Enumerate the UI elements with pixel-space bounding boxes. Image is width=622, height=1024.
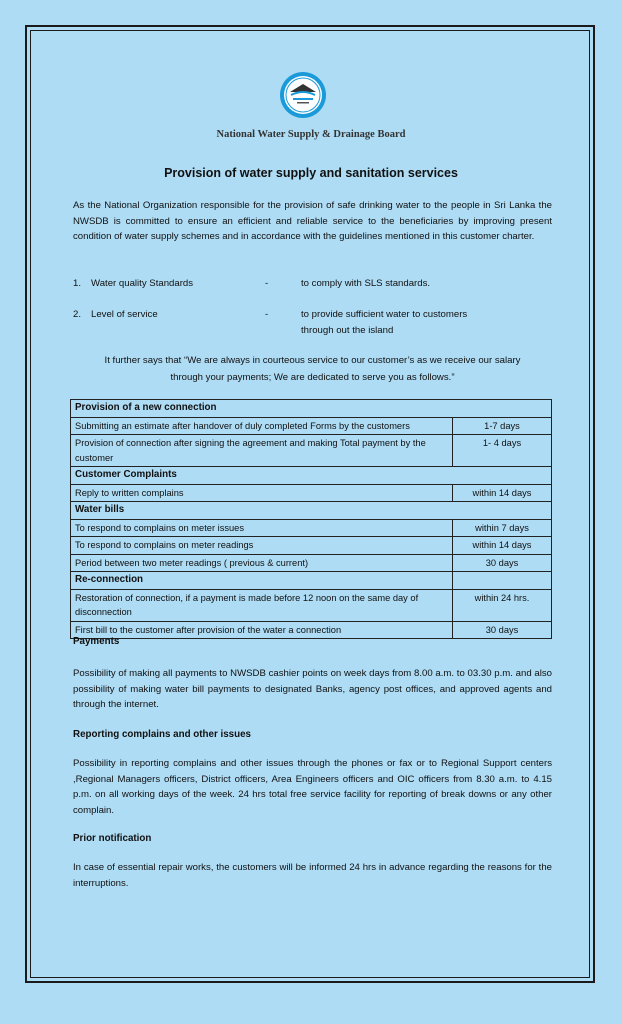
service-time: 1- 4 days xyxy=(453,435,552,467)
intro-paragraph: As the National Organization responsible for the provision of safe drinking water to the people in Sri Lanka the NWSDB is committed to ensure an efficient and reliable service to the beneficiaries by improving present condition of water supply schemes and in accordance with the guidelines mentioned in this customer charter. xyxy=(73,200,552,242)
service-standards-table xyxy=(70,399,552,639)
standard-number: 1. xyxy=(73,278,82,289)
table-row xyxy=(71,621,552,639)
nwsdb-logo-icon xyxy=(278,70,328,120)
standard-desc: to comply with SLS standards. xyxy=(301,278,431,289)
commitment-quote xyxy=(73,352,552,386)
table-row xyxy=(71,519,552,537)
standard-label: Level of service xyxy=(91,309,158,320)
table-row xyxy=(71,400,552,418)
quote-line-2: through your payments; We are dedicated to serve you as follows.” xyxy=(170,372,455,383)
service-description: Period between two meter readings ( previous & current) xyxy=(71,554,453,572)
table-row xyxy=(71,572,552,590)
section-header-water-bills: Water bills xyxy=(71,502,552,520)
organization-name: National Water Supply & Drainage Board xyxy=(216,129,406,140)
service-time: within 14 days xyxy=(453,484,552,502)
service-description: To respond to complains on meter readings xyxy=(71,537,453,555)
service-description: First bill to the customer after provision of the water a connection xyxy=(71,621,453,639)
section-header-complaints: Customer Complaints xyxy=(71,467,552,485)
table-row xyxy=(71,502,552,520)
prior-notification-heading: Prior notification xyxy=(73,833,152,844)
table-row xyxy=(71,554,552,572)
section-header-new-connection: Provision of a new connection xyxy=(71,400,552,418)
table-row xyxy=(71,435,552,467)
service-time: within 7 days xyxy=(453,519,552,537)
standard-number: 2. xyxy=(73,309,82,320)
payments-heading: Payments xyxy=(73,636,120,647)
standard-dash: - xyxy=(265,278,269,289)
section-header-reconnection: Re-connection xyxy=(71,572,453,590)
page-title: Provision of water supply and sanitation services xyxy=(164,166,458,180)
service-description: Submitting an estimate after handover of duly completed Forms by the customers xyxy=(71,417,453,435)
reporting-heading: Reporting complains and other issues xyxy=(73,729,252,740)
standard-label: Water quality Standards xyxy=(91,278,194,289)
table-row xyxy=(71,417,552,435)
table-row xyxy=(71,467,552,485)
service-time: 30 days xyxy=(453,554,552,572)
service-description: Provision of connection after signing the agreement and making Total payment by the customer xyxy=(71,435,453,467)
standard-dash: - xyxy=(265,309,269,320)
service-description: Restoration of connection, if a payment is made before 12 noon on the same day of disconnection xyxy=(71,589,453,621)
standard-desc-line2: through out the island xyxy=(301,324,394,336)
service-time: within 14 days xyxy=(453,537,552,555)
service-description: Reply to written complains xyxy=(71,484,453,502)
quote-line-1: It further says that “We are always in courteous service to our customer’s as we receive our salary xyxy=(104,355,521,366)
table-row xyxy=(71,484,552,502)
service-description: To respond to complains on meter issues xyxy=(71,519,453,537)
payments-paragraph: Possibility of making all payments to NWSDB cashier points on week days from 8.00 a.m. to 03.30 p.m. and also possibility of making water bill payments to designated Banks, agency post offices, and approved agents and through the internet. xyxy=(73,668,552,710)
prior-notification-paragraph: In case of essential repair works, the customers will be informed 24 hrs in advance regarding the reasons for the interruptions. xyxy=(73,862,552,889)
table-row xyxy=(71,537,552,555)
empty-cell xyxy=(453,572,552,590)
service-time: within 24 hrs. xyxy=(453,589,552,621)
standard-desc: to provide sufficient water to customers xyxy=(301,309,468,320)
service-time: 30 days xyxy=(453,621,552,639)
table-row xyxy=(71,589,552,621)
service-time: 1-7 days xyxy=(453,417,552,435)
reporting-paragraph: Possibility in reporting complains and other issues through the phones or fax or to Regional Support centers ,Regional Managers officers, District officers, Area Engineers officers and OIC officers from 8.30 a.m. to 4.15 p.m. on all working days of the week. 24 hrs total free service facility for reporting of break downs or any other complain. xyxy=(73,758,552,816)
